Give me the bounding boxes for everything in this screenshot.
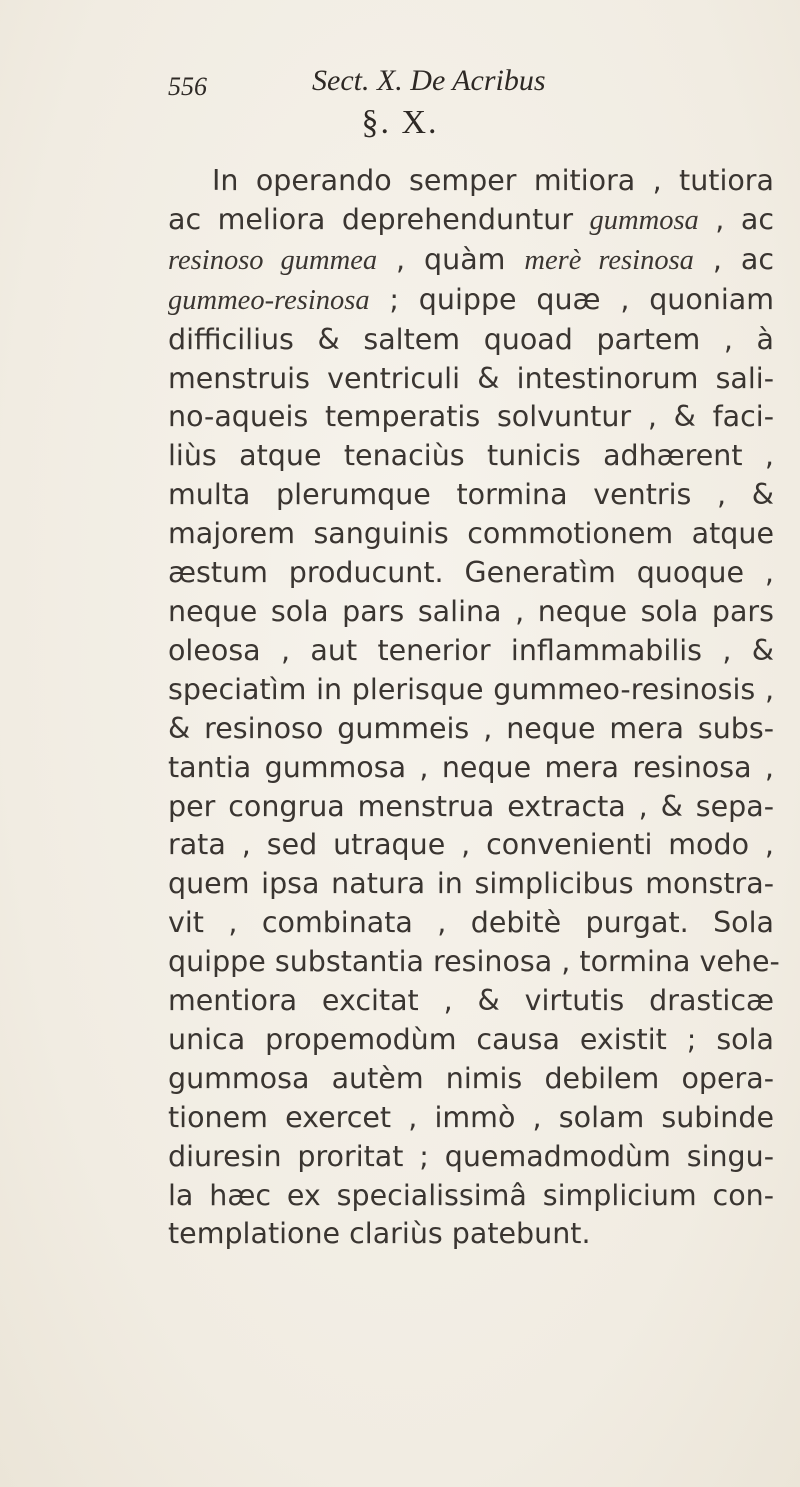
text-run: speciatìm in plerisque gummeo-resinosis , [168, 672, 774, 706]
text-run: vit , combinata , debitè purgat. Sola [168, 906, 774, 940]
text-line [168, 398, 774, 437]
section-heading: §. X. [361, 104, 439, 141]
text-run: multa plerumque tormina ventris , & [168, 478, 774, 512]
text-line [168, 476, 774, 515]
text-run: menstruis ventriculi & intestinorum sali- [168, 361, 774, 395]
text-run: per congrua menstrua extracta , & sepa- [168, 789, 774, 823]
italic-term: resinoso gummea [168, 244, 378, 276]
running-head: Sect. X. De Acribus [312, 64, 546, 97]
text-run: difficilius & saltem quoad partem , à [168, 322, 774, 356]
text-line [168, 671, 774, 710]
text-run: mentiora excitat , & virtutis drasticæ [168, 984, 774, 1018]
text-run: oleosa , aut tenerior inflammabilis , & [168, 633, 774, 667]
text-run: rata , sed utraque , convenienti modo , [168, 828, 774, 862]
text-run: liùs atque tenaciùs tunicis adhærent , [168, 439, 774, 473]
text-run: ; quippe quæ , quoniam [369, 282, 774, 316]
text-run: no-aqueis temperatis solvuntur , & faci- [168, 400, 774, 434]
text-line [168, 632, 774, 671]
italic-term: gummeo-resinosa [168, 284, 370, 316]
text-run: la hæc ex specialissimâ simplicium con- [168, 1178, 774, 1212]
text-run: , ac [693, 242, 774, 276]
text-line [168, 826, 774, 865]
text-run: In operando semper mitiora , tutiora [212, 164, 774, 197]
text-line [168, 749, 774, 788]
text-run: æstum producunt. Generatìm quoque , [168, 556, 774, 590]
text-run: unica propemodùm causa existit ; sola [168, 1022, 774, 1056]
text-run: templatione clariùs patebunt. [168, 1217, 591, 1251]
page-header [168, 64, 688, 104]
text-line [168, 162, 774, 201]
text-line [168, 241, 774, 281]
page-number: 556 [168, 72, 207, 101]
text-line [168, 515, 774, 554]
text-line [168, 593, 774, 632]
text-line [168, 904, 774, 943]
text-run: & resinoso gummeis , neque mera subs- [168, 711, 774, 745]
text-line [168, 201, 774, 241]
text-line [168, 360, 774, 399]
text-line [168, 554, 774, 593]
text-run: gummosa autèm nimis debilem opera- [168, 1061, 774, 1095]
text-run: ac meliora deprehenduntur [168, 202, 590, 236]
text-line [168, 710, 774, 749]
text-line [168, 1138, 774, 1177]
text-line [168, 1215, 774, 1254]
text-line [168, 1177, 774, 1216]
text-line [168, 982, 774, 1021]
text-line [168, 1021, 774, 1060]
text-line [168, 865, 774, 904]
text-line [168, 788, 774, 827]
text-run: tantia gummosa , neque mera resinosa , [168, 750, 774, 784]
text-run: , quàm [377, 242, 525, 276]
paragraph [168, 162, 780, 1254]
text-line [168, 1099, 774, 1138]
text-run: majorem sanguinis commotionem atque [168, 517, 774, 551]
italic-term: merè resinosa [524, 244, 694, 276]
text-run: diuresin proritat ; quemadmodùm singu- [168, 1139, 774, 1173]
text-line [168, 281, 774, 321]
text-run: quem ipsa natura in simplicibus monstra- [168, 867, 774, 901]
text-line [168, 321, 774, 360]
text-line [168, 1060, 774, 1099]
text-run: , ac [698, 202, 774, 236]
text-line [168, 437, 774, 476]
text-line [168, 943, 780, 982]
text-run: tionem exercet , immò , solam subinde [168, 1100, 774, 1134]
text-run: quippe substantia resinosa , tormina vehe- [168, 945, 780, 979]
italic-term: gummosa [589, 204, 699, 236]
text-run: neque sola pars salina , neque sola pars [168, 594, 774, 628]
